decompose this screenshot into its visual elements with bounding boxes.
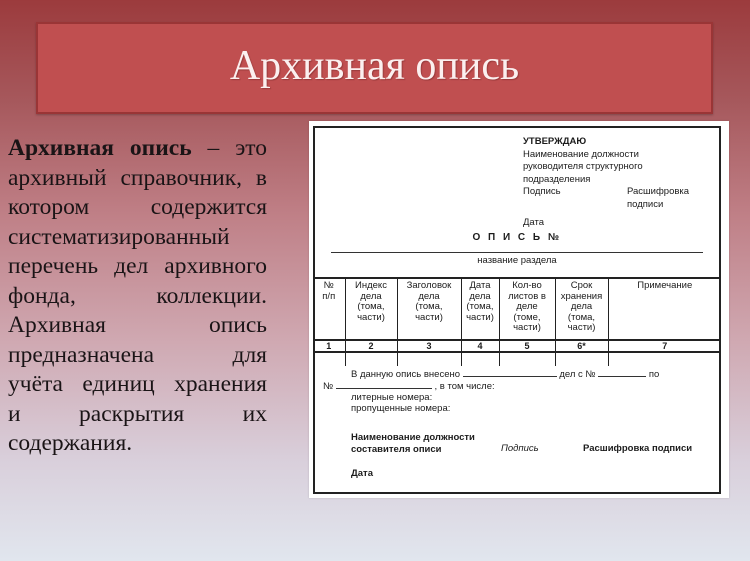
column-number-row: 1 2 3 4 5 6* 7 bbox=[313, 340, 721, 352]
col-header-index: Индекс дела (тома, части) bbox=[345, 278, 397, 340]
table-row bbox=[313, 352, 721, 366]
table-header-row bbox=[313, 278, 721, 340]
col-header-retention: Срок хранения дела (тома, части) bbox=[555, 278, 608, 340]
definition-line: и раскрытия их bbox=[8, 400, 267, 427]
definition-line: котором содержится bbox=[8, 194, 267, 220]
compiler-date: Дата bbox=[351, 468, 373, 479]
inventory-form-image bbox=[309, 121, 729, 498]
definition-line: учёта единиц хранения bbox=[8, 371, 267, 397]
col-header-date: Дата дела (тома, части) bbox=[461, 278, 499, 340]
blank-to-field bbox=[336, 380, 432, 389]
col-header-title: Заголовок дела (тома, части) bbox=[397, 278, 461, 340]
definition-text bbox=[8, 134, 267, 459]
col-header-note: Примечание bbox=[608, 278, 721, 340]
definition-line: фонда, коллекции. bbox=[8, 282, 267, 309]
blank-from-field bbox=[598, 368, 646, 377]
definition-line: Архивная опись – это bbox=[8, 135, 267, 161]
compiler-signature: Подпись bbox=[501, 443, 539, 454]
definition-line: перечень дел архивного bbox=[8, 253, 267, 279]
approve-date: Дата bbox=[523, 217, 545, 228]
missing-numbers: пропущенные номера: bbox=[351, 403, 451, 414]
col-header-sheets: Кол-во листов в деле (томе, части) bbox=[499, 278, 555, 340]
definition-line: Архивная опись bbox=[8, 312, 267, 338]
section-name-label: название раздела bbox=[477, 255, 557, 266]
definition-line: предназначена для bbox=[8, 341, 267, 368]
inventory-title: О П И С Ь № bbox=[472, 232, 562, 243]
definition-line: содержания. bbox=[8, 430, 133, 456]
literal-numbers: литерные номера: bbox=[351, 392, 433, 403]
compiler-decode: Расшифровка подписи bbox=[583, 443, 693, 454]
slide-title-box bbox=[36, 22, 713, 114]
col-header-number: № п/п bbox=[313, 278, 345, 340]
approve-decode: Расшифровка bbox=[627, 186, 690, 197]
approve-signature: Подпись bbox=[523, 186, 561, 197]
section-name-line bbox=[331, 252, 703, 253]
blank-count-field bbox=[463, 368, 557, 377]
approve-position: Наименование должности bbox=[523, 148, 639, 160]
inventory-table bbox=[313, 277, 721, 366]
approve-header: УТВЕРЖДАЮ bbox=[523, 136, 587, 147]
definition-line: систематизированный bbox=[8, 223, 230, 250]
definition-term: Архивная опись bbox=[8, 135, 192, 161]
inventory-form: УТВЕРЖДАЮ Наименование должности руководителя структурного подразделения Подпись Расшифровка подписи Дата О П И С Ь № название раздела № п/п Индекс дела (тома, части) Заголовок дела (тома, части) Дата дела (тома, части) Кол-во листов в деле (томе, части) Срок хранения дела (тома, части) Примечание 1 2 3 4 5 6* 7 В данную опись внесено дел с № по № , в том числе: литерные номера: пропущенные номера: Наименование должности составителя описи Подпись Расшифровка подписи Дата bbox=[313, 126, 721, 494]
approval-block: УТВЕРЖДАЮ Наименование должности руководителя структурного подразделения Подпись Расшифровка подписи Дата bbox=[523, 136, 690, 228]
slide-title: Архивная опись bbox=[229, 43, 520, 89]
definition-line: архивный справочник, в bbox=[8, 164, 267, 191]
